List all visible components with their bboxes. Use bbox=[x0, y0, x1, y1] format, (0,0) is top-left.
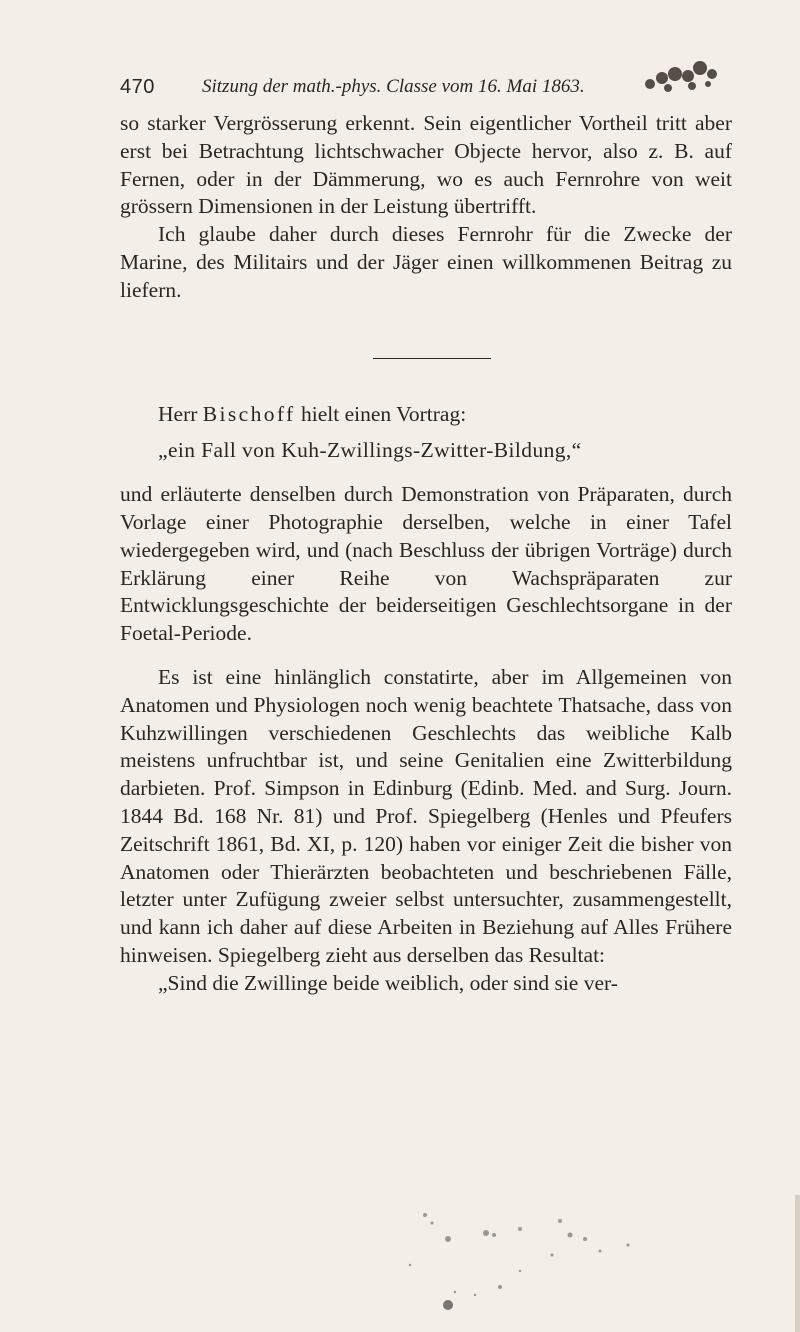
section-divider bbox=[373, 358, 491, 359]
book-page bbox=[120, 66, 732, 998]
bleed-through-decoration bbox=[0, 1195, 800, 1332]
ink-stain-decoration bbox=[580, 44, 740, 104]
page-number: 470 bbox=[120, 76, 155, 98]
paragraph: Ich glaube daher durch dieses Fernrohr für die Zwecke der Marine, des Militairs und der Jäger einen willkommenen Beitrag zu liefern. bbox=[120, 222, 732, 302]
intro-prefix: Herr bbox=[158, 401, 203, 426]
lecture-title: „ein Fall von Kuh-Zwillings-Zwitter-Bildung,“ bbox=[158, 438, 582, 463]
paragraph: und erläuterte denselben durch Demonstration von Präparaten, durch Vorlage einer Photographie derselben, welche in einer Tafel wiedergegeben wird, und (nach Beschluss der übrigen Vorträge) durch Erklärung einer Reihe von Wachspräparaten zur Entwicklungsgeschichte der beiderseitigen Geschlechtsorgane in der Foetal-Periode. bbox=[120, 482, 732, 646]
speaker-name: Bischoff bbox=[202, 401, 296, 426]
intro-suffix: hielt einen Vortrag: bbox=[295, 401, 467, 426]
paragraph-continued: so starker Vergrösserung erkennt. Sein eigentlicher Vortheil tritt aber erst bei Betrachtung lichtschwacher Objecte hervor, also z. B. auf Fernen, oder in der Dämmerung, wo es auch Fernrohre von weit grössern Dimensionen in der Leistung übertrifft. bbox=[120, 111, 732, 219]
paragraph: „Sind die Zwillinge beide weiblich, oder sind sie ver- bbox=[158, 970, 618, 995]
paragraph: Es ist eine hinlänglich constatirte, aber im Allgemeinen von Anatomen und Physiologen noch wenig beachtete Thatsache, dass von Kuhzwillingen verschiedenen Geschlechts das weibliche Kalb meistens unfruchtbar ist, und seine Genitalien eine Zwitterbildung darbieten. Prof. Simpson in Edinburg (Edinb. Med. and Surg. Journ. 1844 Bd. 168 Nr. 81) und Prof. Spiegelberg (Henles und Pfeufers Zeitschrift 1861, Bd. XI, p. 120) haben vor einiger Zeit die bisher von Anatomen oder Thierärzten beobachteten und beschriebenen Fälle, letzter unter Zufügung zweier selbst untersuchter, zusammengestellt, und kann ich daher auf diese Arbeiten in Beziehung auf Alles Frühere hinweisen. Spiegelberg zieht aus derselben das Resultat: bbox=[120, 664, 732, 967]
running-title: Sitzung der math.-phys. Classe vom 16. Mai 1863. bbox=[202, 76, 585, 97]
running-header bbox=[120, 66, 732, 106]
lecture-intro bbox=[120, 401, 732, 429]
